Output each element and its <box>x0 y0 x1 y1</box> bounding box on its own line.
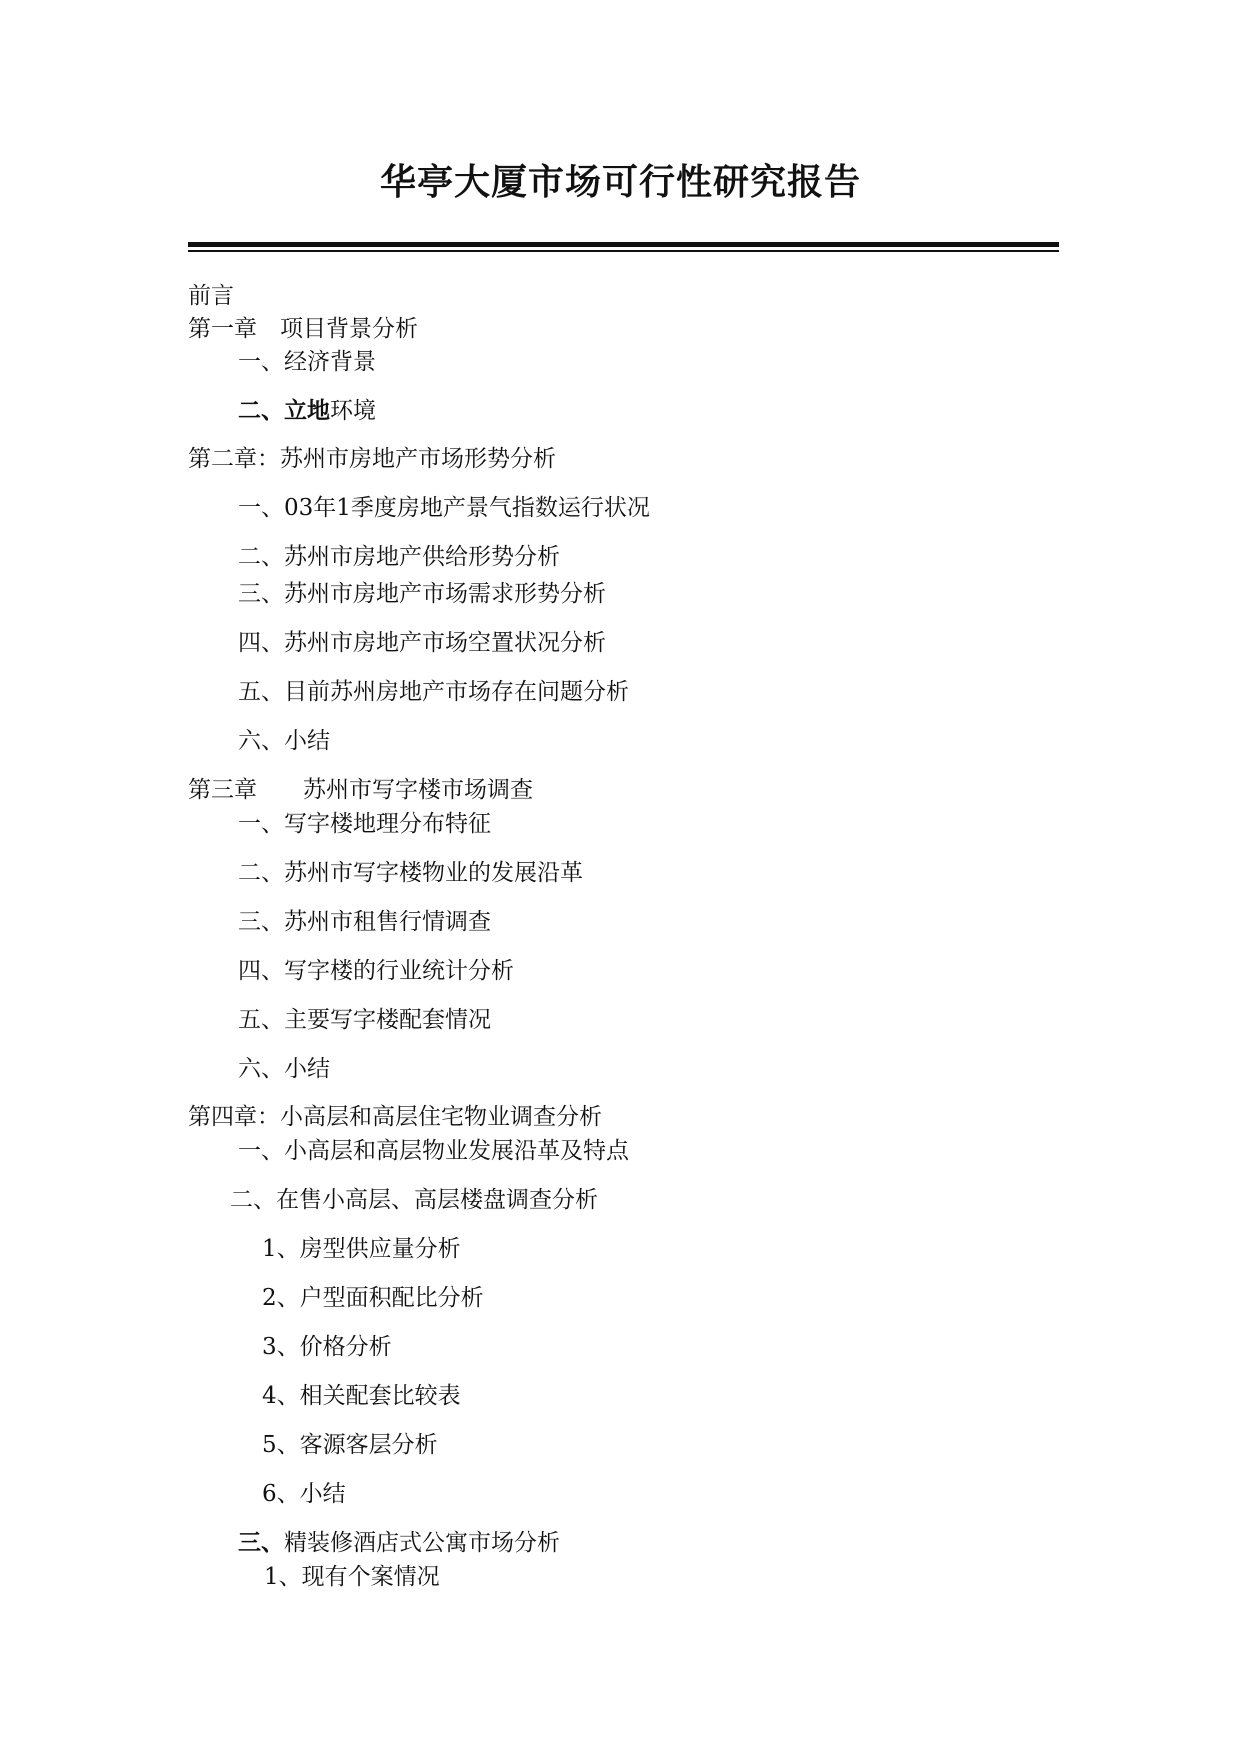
toc-item: 六、小结 <box>238 728 330 754</box>
toc-item: 五、目前苏州房地产市场存在问题分析 <box>238 679 629 705</box>
toc-subitem: 6、小结 <box>262 1481 346 1507</box>
toc-item <box>238 396 376 426</box>
toc-item: 四、写字楼的行业统计分析 <box>238 958 514 984</box>
toc-item: 三、苏州市房地产市场需求形势分析 <box>238 581 606 607</box>
toc-subitem: 4、相关配套比较表 <box>262 1383 461 1409</box>
toc-subitem: 1、房型供应量分析 <box>262 1236 461 1262</box>
toc-item: 二、苏州市房地产供给形势分析 <box>238 544 560 570</box>
toc-item: 一、经济背景 <box>238 349 376 375</box>
toc-subitem: 5、客源客层分析 <box>262 1432 438 1458</box>
toc-item: 二、苏州市写字楼物业的发展沿革 <box>238 860 583 886</box>
toc-chapter-1: 第一章 项目背景分析 <box>188 316 418 342</box>
toc-item: 一、小高层和高层物业发展沿革及特点 <box>238 1138 629 1164</box>
toc-item: 六、小结 <box>238 1056 330 1082</box>
toc-item: 四、苏州市房地产市场空置状况分析 <box>238 630 606 656</box>
toc-chapter-3: 第三章 苏州市写字楼市场调查 <box>188 777 533 803</box>
toc-subitem: 1、现有个案情况 <box>264 1564 440 1590</box>
toc-item: 二、在售小高层、高层楼盘调查分析 <box>230 1187 598 1213</box>
toc-item: 五、主要写字楼配套情况 <box>238 1007 491 1033</box>
toc-item-rest: 环境 <box>330 398 376 424</box>
toc-subitem: 2、户型面积配比分析 <box>262 1285 484 1311</box>
title-rule-thick <box>188 242 1059 247</box>
title-rule-thin <box>188 250 1059 252</box>
toc-preface: 前言 <box>188 283 234 309</box>
toc-item: 三、苏州市租售行情调查 <box>238 909 491 935</box>
toc-item-bold-part: 二、立地 <box>238 397 330 424</box>
toc-chapter-4: 第四章：小高层和高层住宅物业调查分析 <box>188 1104 602 1130</box>
toc-item-rest: 精装修酒店式公寓市场分析 <box>284 1530 560 1556</box>
page-title: 华亭大厦市场可行性研究报告 <box>379 161 861 203</box>
toc-item: 一、写字楼地理分布特征 <box>238 811 491 837</box>
toc-subitem: 3、价格分析 <box>262 1334 392 1360</box>
toc-chapter-2: 第二章：苏州市房地产市场形势分析 <box>188 446 556 472</box>
toc-item <box>238 1528 560 1558</box>
toc-item-bold-part: 三、 <box>238 1529 284 1556</box>
toc-item: 一、03年1季度房地产景气指数运行状况 <box>238 495 650 521</box>
